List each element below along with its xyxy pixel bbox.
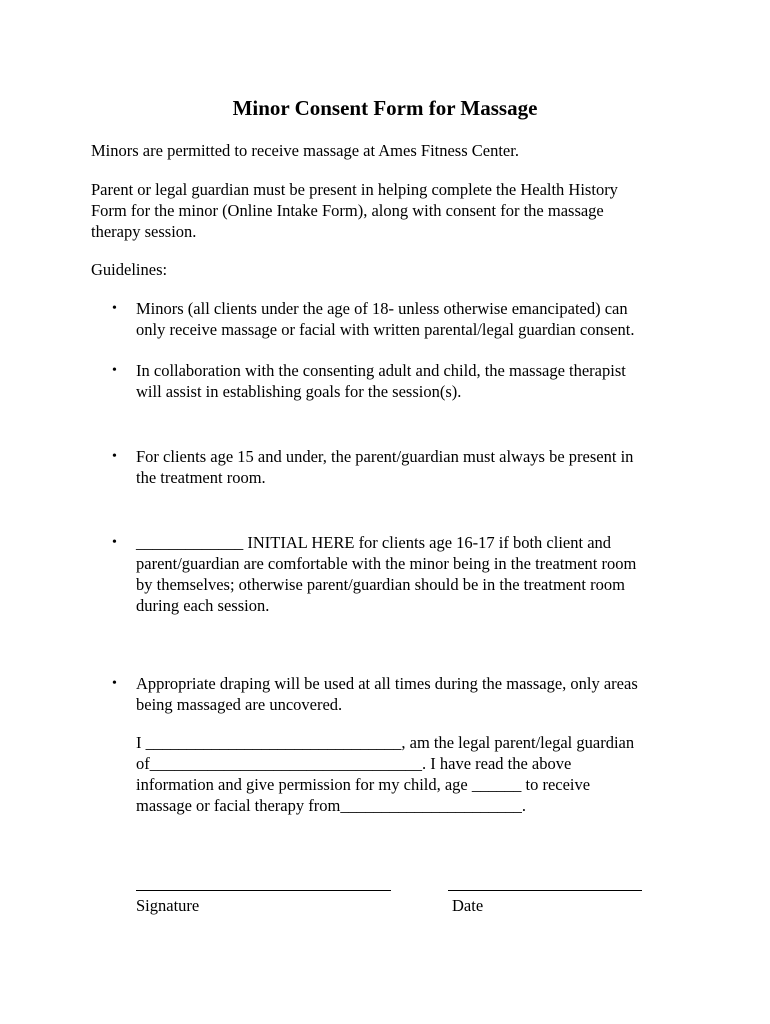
guideline-line: during each session. bbox=[136, 596, 270, 615]
guideline-line: only receive massage or facial with written parental/legal guardian consent. bbox=[136, 320, 635, 339]
guideline-line: Appropriate draping will be used at all times during the massage, only areas bbox=[136, 674, 638, 693]
bullet-glyph: • bbox=[112, 535, 117, 550]
intro-text: Minors are permitted to receive massage at Ames Fitness Center. bbox=[91, 141, 519, 160]
child-name-field[interactable]: of_________________________________. I have read the above bbox=[136, 754, 572, 773]
guideline-item-collaboration bbox=[136, 360, 696, 402]
form-title: Minor Consent Form for Massage bbox=[232, 96, 538, 120]
guideline-line: In collaboration with the consenting adult and child, the massage therapist bbox=[136, 361, 626, 380]
guideline-line: the treatment room. bbox=[136, 468, 266, 487]
parent-paragraph-line: therapy session. bbox=[91, 222, 197, 241]
date-label: Date bbox=[452, 896, 484, 915]
consent-statement bbox=[136, 732, 696, 816]
guideline-line: by themselves; otherwise parent/guardian should be in the treatment room bbox=[136, 575, 625, 594]
signature-label: Signature bbox=[136, 896, 200, 915]
bullet-glyph: • bbox=[112, 449, 117, 464]
guardian-name-field[interactable]: I _______________________________, am the legal parent/legal guardian bbox=[136, 733, 635, 752]
child-age-field[interactable]: information and give permission for my child, age ______ to receive bbox=[136, 775, 591, 794]
guideline-item-initial-16-17 bbox=[136, 532, 696, 616]
guideline-item-age-15-under bbox=[136, 446, 696, 488]
guideline-line: For clients age 15 and under, the parent/guardian must always be present in bbox=[136, 447, 634, 466]
therapist-name-field[interactable]: massage or facial therapy from______________________. bbox=[136, 796, 526, 815]
guideline-line: being massaged are uncovered. bbox=[136, 695, 343, 714]
guideline-line: will assist in establishing goals for the session(s). bbox=[136, 382, 462, 401]
guideline-item-draping bbox=[136, 673, 696, 715]
signature-line[interactable] bbox=[136, 890, 391, 891]
guideline-item-minors-consent bbox=[136, 298, 696, 340]
bullet-glyph: • bbox=[112, 363, 117, 378]
guidelines-heading: Guidelines: bbox=[91, 260, 168, 279]
date-line[interactable] bbox=[448, 890, 642, 891]
bullet-glyph: • bbox=[112, 301, 117, 316]
parent-paragraph bbox=[91, 179, 691, 242]
guideline-line: Minors (all clients under the age of 18- unless otherwise emancipated) can bbox=[136, 299, 628, 318]
parent-paragraph-line: Parent or legal guardian must be present in helping complete the Health History bbox=[91, 180, 618, 199]
parent-paragraph-line: Form for the minor (Online Intake Form), along with consent for the massage bbox=[91, 201, 604, 220]
bullet-glyph: • bbox=[112, 676, 117, 691]
initial-here-field[interactable]: _____________ INITIAL HERE for clients age 16-17 if both client and bbox=[136, 533, 612, 552]
guideline-line: parent/guardian are comfortable with the minor being in the treatment room bbox=[136, 554, 637, 573]
